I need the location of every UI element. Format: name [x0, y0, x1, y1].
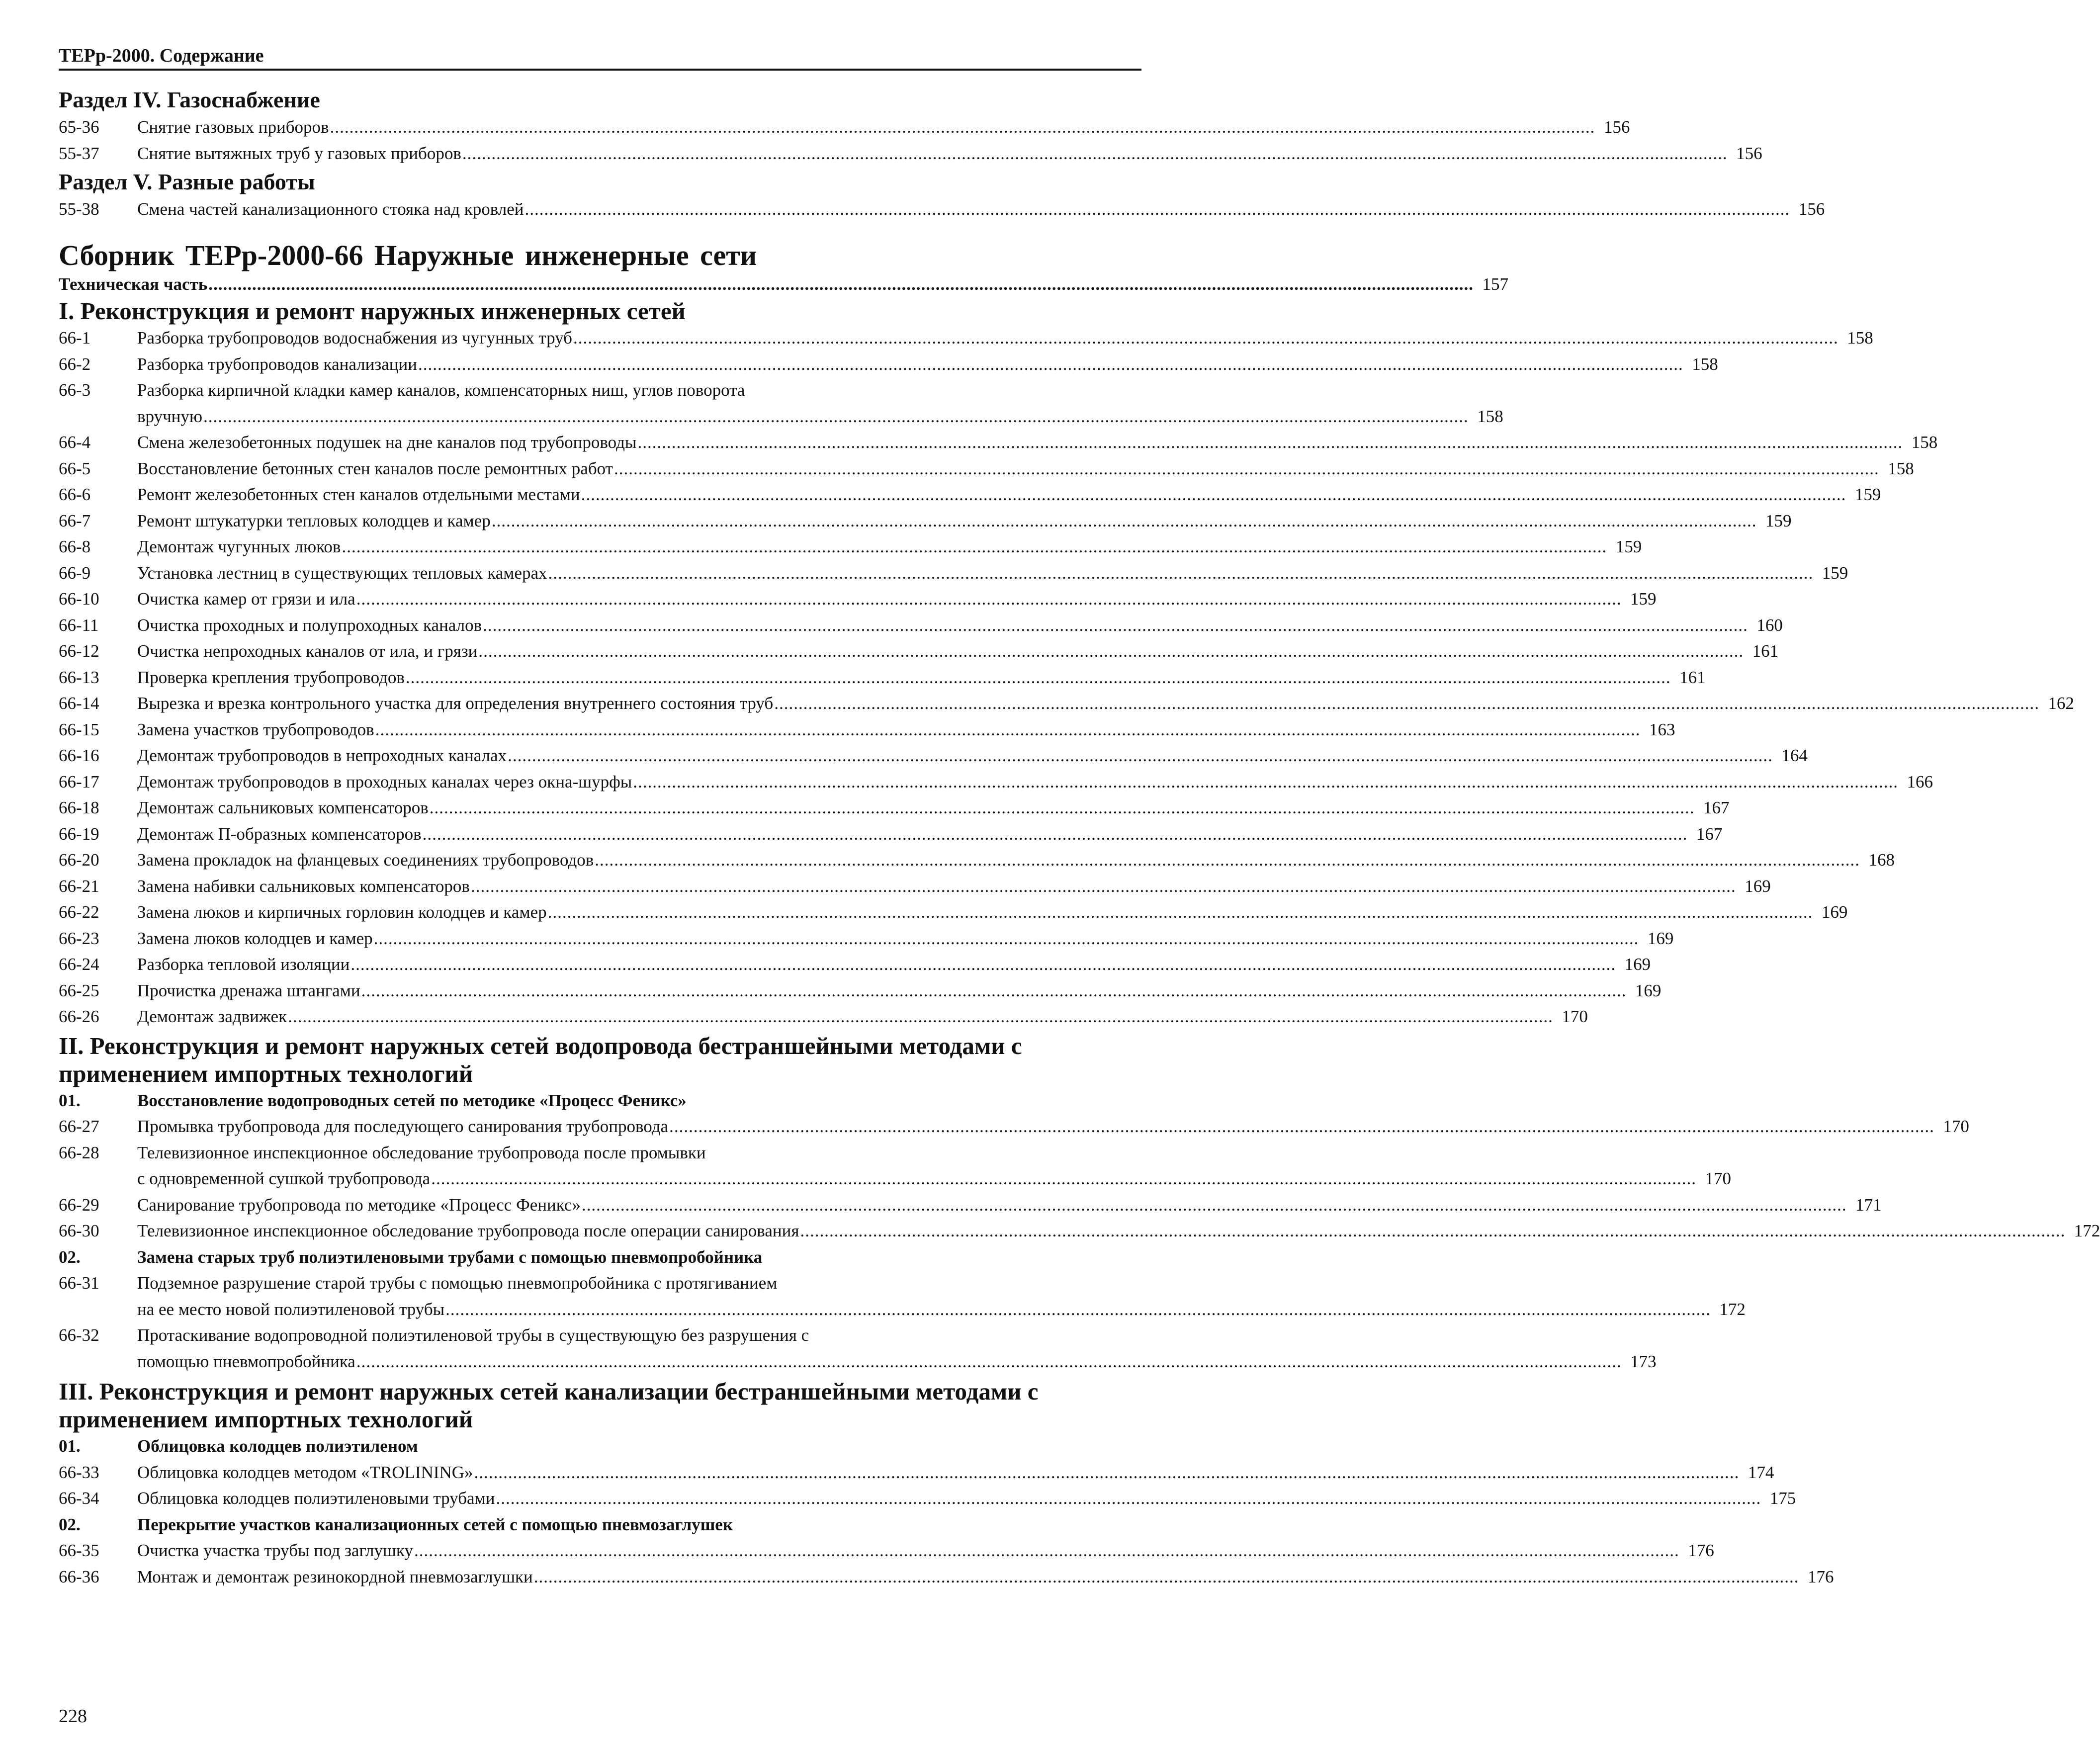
leader-dots: [633, 769, 1898, 795]
entry-page: 159: [1765, 511, 1792, 530]
part-ii-sub01-list: [59, 1114, 2100, 1244]
entry-page: 158: [1888, 458, 1914, 478]
entry-text: Санирование трубопровода по методике «Процесс Феникс»: [137, 1195, 581, 1215]
entry-page: 176: [1688, 1541, 1714, 1560]
leader-dots: [356, 1349, 1622, 1375]
running-header: ТЕРр-2000. Содержание: [59, 45, 1141, 71]
entry-number: 66-21: [59, 876, 99, 896]
part-ii-sub02-list: [59, 1270, 1746, 1375]
entry-number: 66-20: [59, 850, 99, 870]
entry-text: Замена люков колодцев и камер: [137, 928, 373, 948]
entry-text: Протаскивание водопроводной полиэтиленовой трубы в существующую без разрушения с: [137, 1325, 809, 1345]
subsection-title: Облицовка колодцев полиэтиленом: [137, 1436, 418, 1456]
toc-entry[interactable]: [59, 325, 1873, 351]
entry-number: 66-3: [59, 380, 91, 400]
toc-entry-continuation[interactable]: [59, 1349, 1657, 1375]
entry-page: 169: [1647, 928, 1674, 948]
leader-dots: [423, 821, 1688, 848]
entry-page: 172: [1719, 1299, 1746, 1319]
entry-number: 66-13: [59, 667, 99, 687]
part-iii-title-line1: III. Реконструкция и ремонт наружных сетей канализации бестраншейными методами с: [59, 1378, 1039, 1405]
entry-number: 66-12: [59, 641, 99, 661]
leader-dots: [203, 404, 1469, 430]
entry-text: Ремонт штукатурки тепловых колодцев и камер: [137, 511, 491, 530]
entry-text: Снятие вытяжных труб у газовых приборов: [137, 143, 461, 163]
leader-dots: [548, 560, 1814, 587]
entry-text: Разборка трубопроводов канализации: [137, 354, 417, 374]
entry-number: 66-15: [59, 719, 99, 739]
subsection-number: 01.: [59, 1436, 81, 1456]
leader-dots: [534, 1564, 1799, 1590]
toc-entry[interactable]: [59, 795, 1730, 821]
toc-entry[interactable]: [59, 1004, 1588, 1030]
leader-dots: [800, 1218, 2065, 1244]
leader-dots: [573, 325, 1838, 351]
entry-number: 66-11: [59, 615, 99, 635]
entry-text: Вырезка и врезка контрольного участка для определения внутреннего состояния труб: [137, 694, 774, 713]
entry-text: Очистка непроходных каналов от ила, и грязи: [137, 641, 478, 661]
entry-page: 159: [1615, 537, 1642, 556]
toc-entry[interactable]: [59, 769, 1933, 795]
entry-text-continued: помощью пневмопробойника: [137, 1351, 355, 1371]
entry-text: Облицовка колодцев методом «TROLINING»: [137, 1462, 473, 1482]
leader-dots: [595, 847, 1860, 874]
entry-number: 66-33: [59, 1462, 99, 1482]
leader-dots: [406, 665, 1671, 691]
entry-page: 169: [1745, 876, 1771, 896]
entry-number: 66-4: [59, 433, 91, 452]
subsection-title: Перекрытие участков канализационных сетей с помощью пневмозаглушек: [137, 1514, 733, 1534]
leader-dots: [374, 926, 1639, 952]
entry-text: Замена участков трубопроводов: [137, 719, 374, 739]
entry-text: Демонтаж задвижек: [137, 1007, 287, 1026]
entry-number: 66-19: [59, 824, 99, 844]
entry-text: Восстановление бетонных стен каналов после ремонтных работ: [137, 458, 613, 478]
toc-entry[interactable]: [59, 1486, 1796, 1512]
entry-page: 170: [1562, 1007, 1588, 1026]
entry-page: 164: [1781, 746, 1808, 765]
toc-entry[interactable]: [59, 1140, 1141, 1166]
entry-text: Замена люков и кирпичных горловин колодцев и камер: [137, 902, 547, 922]
entry-page: 168: [1868, 850, 1895, 870]
toc-entry[interactable]: [59, 114, 1630, 141]
entry-text: Демонтаж трубопроводов в непроходных каналах: [137, 746, 507, 765]
toc-entry[interactable]: [59, 691, 2074, 717]
toc-entry-continuation[interactable]: [59, 1166, 1731, 1192]
entry-page: 176: [1808, 1567, 1834, 1586]
entry-text: Монтаж и демонтаж резинокордной пневмозаглушки: [137, 1567, 533, 1586]
entry-page: 175: [1769, 1489, 1796, 1508]
toc-entry[interactable]: [59, 196, 1825, 223]
entry-text: Смена железобетонных подушек на дне каналов под трубопроводы: [137, 433, 637, 452]
leader-dots: [582, 1192, 1847, 1219]
entry-page: 160: [1756, 615, 1783, 635]
toc-entry[interactable]: [59, 1322, 1141, 1349]
entry-page: 158: [1847, 328, 1873, 348]
entry-page: 158: [1477, 406, 1503, 426]
subsection-number: 01.: [59, 1090, 81, 1110]
entry-number: 66-10: [59, 589, 99, 609]
leader-dots: [414, 1538, 1679, 1564]
page-number: 228: [59, 1706, 87, 1727]
toc-entry[interactable]: [59, 430, 1938, 456]
toc-entry[interactable]: [59, 482, 1881, 508]
entry-text-continued: вручную: [137, 406, 203, 426]
part-iii-sub01-list: [59, 1460, 1796, 1512]
entry-page: 169: [1821, 902, 1848, 922]
entry-number: 66-1: [59, 328, 91, 348]
entry-page: 167: [1703, 798, 1730, 817]
collection-title: Сборник ТЕРр-2000-66 Наружные инженерные сети: [59, 239, 757, 271]
entry-text: Разборка кирпичной кладки камер каналов, компенсаторных ниш, углов поворота: [137, 380, 745, 400]
leader-dots: [478, 638, 1744, 665]
entry-page: 173: [1630, 1351, 1657, 1371]
entry-number: 66-23: [59, 928, 99, 948]
entry-text: Разборка трубопроводов водоснабжения из чугунных труб: [137, 328, 572, 348]
entry-number: 66-22: [59, 902, 99, 922]
entry-text: Проверка крепления трубопроводов: [137, 667, 405, 687]
leader-dots: [581, 482, 1846, 508]
entry-number: 66-36: [59, 1567, 99, 1586]
toc-entry[interactable]: [59, 717, 1675, 743]
toc-entry-continuation[interactable]: [59, 1297, 1746, 1323]
entry-text: Телевизионное инспекционное обследование трубопровода после операции санирования: [137, 1221, 799, 1240]
entry-page: 174: [1748, 1462, 1774, 1482]
leader-dots: [483, 613, 1748, 639]
leader-dots: [431, 1166, 1696, 1192]
entry-page: 159: [1822, 563, 1848, 583]
toc-entry[interactable]: [59, 377, 1141, 404]
leader-dots: [614, 456, 1879, 482]
leader-dots: [462, 141, 1728, 167]
leader-dots: [471, 874, 1736, 900]
entry-number: 66-26: [59, 1007, 99, 1026]
leader-dots: [492, 508, 1757, 534]
leader-dots: [669, 1114, 1934, 1140]
entry-page: 172: [2074, 1221, 2100, 1240]
part-i-title: I. Реконструкция и ремонт наружных инженерных сетей: [59, 297, 686, 325]
toc-entry[interactable]: [59, 743, 1808, 769]
entry-number: 66-18: [59, 798, 99, 817]
toc-entry[interactable]: [59, 665, 1706, 691]
entry-number: 66-30: [59, 1221, 99, 1240]
leader-dots: [330, 114, 1595, 141]
entry-page: 163: [1649, 719, 1675, 739]
entry-number: 66-25: [59, 980, 99, 1000]
part-iii-subsection-01: [59, 1433, 1141, 1460]
entry-text-continued: с одновременной сушкой трубопровода: [137, 1169, 431, 1188]
section-v-title: Раздел V. Разные работы: [59, 169, 315, 194]
part-iii-subsection-02: [59, 1512, 1141, 1538]
entry-text: Демонтаж сальниковых компенсаторов: [137, 798, 429, 817]
leader-dots: [445, 1297, 1711, 1323]
entry-page: 161: [1752, 641, 1779, 661]
leader-dots: [474, 1460, 1740, 1486]
entry-number: 66-7: [59, 511, 91, 530]
entry-text: Промывка трубопровода для последующего санирования трубопровода: [137, 1117, 669, 1136]
subsection-title: Замена старых труб полиэтиленовыми трубами с помощью пневмопробойника: [137, 1247, 763, 1267]
entry-text: Замена набивки сальниковых компенсаторов: [137, 876, 470, 896]
toc-entry[interactable]: [59, 456, 1914, 482]
entry-text: Смена частей канализационного стояка над кровлей: [137, 199, 524, 219]
toc-entry[interactable]: [59, 586, 1657, 613]
leader-dots: [637, 430, 1903, 456]
toc-entry[interactable]: [59, 978, 1662, 1004]
toc-entry-continuation[interactable]: [59, 404, 1503, 430]
toc-entry[interactable]: [59, 638, 1779, 665]
entry-text: Прочистка дренажа штангами: [137, 980, 360, 1000]
entry-text: Очистка участка трубы под заглушку: [137, 1541, 413, 1560]
entry-text: Снятие газовых приборов: [137, 117, 329, 137]
entry-text: Демонтаж П-образных компенсаторов: [137, 824, 422, 844]
toc-entry[interactable]: [59, 847, 1895, 874]
subsection-title: Восстановление водопроводных сетей по методике «Процесс Феникс»: [137, 1090, 687, 1110]
toc-entry[interactable]: [59, 1114, 1969, 1140]
entry-number: 55-38: [59, 199, 99, 219]
entry-page: 157: [1482, 274, 1508, 294]
entry-text: Очистка камер от грязи и ила: [137, 589, 355, 609]
section-v-list: [59, 196, 1825, 223]
entry-number: 66-14: [59, 694, 99, 713]
toc-entry[interactable]: [59, 952, 1651, 978]
part-ii-title-line1: II. Реконструкция и ремонт наружных сетей водопровода бестраншейными методами с: [59, 1032, 1022, 1059]
part-ii-subsection-02: [59, 1244, 1141, 1271]
entry-number: 66-9: [59, 563, 91, 583]
entry-page: 158: [1911, 433, 1938, 452]
part-i-list: [59, 325, 2074, 1030]
toc-entry[interactable]: [59, 351, 1718, 378]
entry-page: 156: [1736, 143, 1762, 163]
leader-dots: [342, 534, 1607, 560]
subsection-number: 02.: [59, 1247, 81, 1267]
leader-dots: [508, 743, 1773, 769]
entry-number: 66-8: [59, 537, 91, 556]
entry-page: 170: [1705, 1169, 1731, 1188]
entry-number: 66-6: [59, 485, 91, 504]
entry-page: 158: [1692, 354, 1718, 374]
leader-dots: [496, 1486, 1761, 1512]
toc-entry[interactable]: [59, 613, 1783, 639]
entry-number: 66-28: [59, 1142, 99, 1162]
leader-dots: [356, 586, 1622, 613]
part-iii-title-line2: применением импортных технологий: [59, 1405, 473, 1433]
entry-text: Облицовка колодцев полиэтиленовыми трубами: [137, 1489, 495, 1508]
toc-entry[interactable]: [59, 1564, 1834, 1590]
entry-text: Ремонт железобетонных стен каналов отдельными местами: [137, 485, 580, 504]
entry-text: Техническая часть: [59, 274, 208, 294]
toc-entry[interactable]: [59, 560, 1848, 587]
part-ii-title-line2: применением импортных технологий: [59, 1059, 473, 1087]
entry-text: Телевизионное инспекционное обследование трубопровода после промывки: [137, 1142, 706, 1162]
entry-number: 66-32: [59, 1325, 99, 1345]
leader-dots: [430, 795, 1695, 821]
entry-number: 66-2: [59, 354, 91, 374]
entry-page: 161: [1679, 667, 1706, 687]
entry-number: 66-24: [59, 955, 99, 974]
entry-number: 66-34: [59, 1489, 99, 1508]
entry-text: Демонтаж трубопроводов в проходных каналах через окна-шурфы: [137, 772, 632, 791]
toc-entry[interactable]: [59, 1460, 1774, 1486]
entry-number: 66-31: [59, 1273, 99, 1293]
entry-page: 167: [1696, 824, 1723, 844]
entry-text: Подземное разрушение старой трубы с помощью пневмопробойника с протягиванием: [137, 1273, 778, 1293]
toc-entry[interactable]: [59, 508, 1792, 534]
table-of-contents: [59, 86, 2100, 1590]
entry-number: 65-36: [59, 117, 99, 137]
entry-page: 156: [1603, 117, 1630, 137]
entry-text: Установка лестниц в существующих тепловых камерах: [137, 563, 547, 583]
part-iii-sub02-list: [59, 1538, 1834, 1590]
toc-entry[interactable]: [59, 874, 1771, 900]
entry-page: 162: [2048, 694, 2074, 713]
toc-entry[interactable]: [59, 926, 1674, 952]
leader-dots: [208, 271, 1474, 298]
toc-entry[interactable]: [59, 899, 1848, 926]
toc-entry[interactable]: [59, 821, 1723, 848]
entry-page: 159: [1854, 485, 1881, 504]
entry-number: 66-29: [59, 1195, 99, 1215]
entry-number: 66-17: [59, 772, 99, 791]
leader-dots: [350, 952, 1616, 978]
entry-page: 169: [1624, 955, 1651, 974]
entry-text: Замена прокладок на фланцевых соединениях трубопроводов: [137, 850, 594, 870]
toc-entry[interactable]: [59, 1218, 2100, 1244]
tech-part-entry[interactable]: [59, 271, 1508, 298]
leader-dots: [418, 351, 1683, 378]
entry-page: 169: [1635, 980, 1662, 1000]
entry-text-continued: на ее место новой полиэтиленовой трубы: [137, 1299, 445, 1319]
entry-page: 159: [1630, 589, 1657, 609]
entry-page: 156: [1798, 199, 1825, 219]
entry-number: 66-35: [59, 1541, 99, 1560]
entry-text: Демонтаж чугунных люков: [137, 537, 341, 556]
entry-page: 170: [1943, 1117, 1969, 1136]
toc-entry[interactable]: [59, 534, 1642, 560]
leader-dots: [525, 196, 1790, 223]
entry-text: Разборка тепловой изоляции: [137, 955, 350, 974]
subsection-number: 02.: [59, 1514, 81, 1534]
toc-entry[interactable]: [59, 1192, 1882, 1219]
entry-number: 66-16: [59, 746, 99, 765]
leader-dots: [288, 1004, 1553, 1030]
leader-dots: [774, 691, 2039, 717]
entry-number: 66-27: [59, 1117, 99, 1136]
section-iv-list: [59, 114, 1762, 167]
leader-dots: [375, 717, 1641, 743]
toc-entry[interactable]: [59, 141, 1762, 167]
toc-entry[interactable]: [59, 1538, 1714, 1564]
entry-page: 166: [1907, 772, 1933, 791]
leader-dots: [361, 978, 1627, 1004]
part-ii-subsection-01: [59, 1088, 1141, 1114]
entry-number: 55-37: [59, 143, 99, 163]
entry-number: 66-5: [59, 458, 91, 478]
entry-page: 171: [1855, 1195, 1882, 1215]
entry-text: Очистка проходных и полупроходных каналов: [137, 615, 482, 635]
section-iv-title: Раздел IV. Газоснабжение: [59, 87, 320, 112]
leader-dots: [548, 899, 1813, 926]
toc-entry[interactable]: [59, 1270, 1141, 1297]
